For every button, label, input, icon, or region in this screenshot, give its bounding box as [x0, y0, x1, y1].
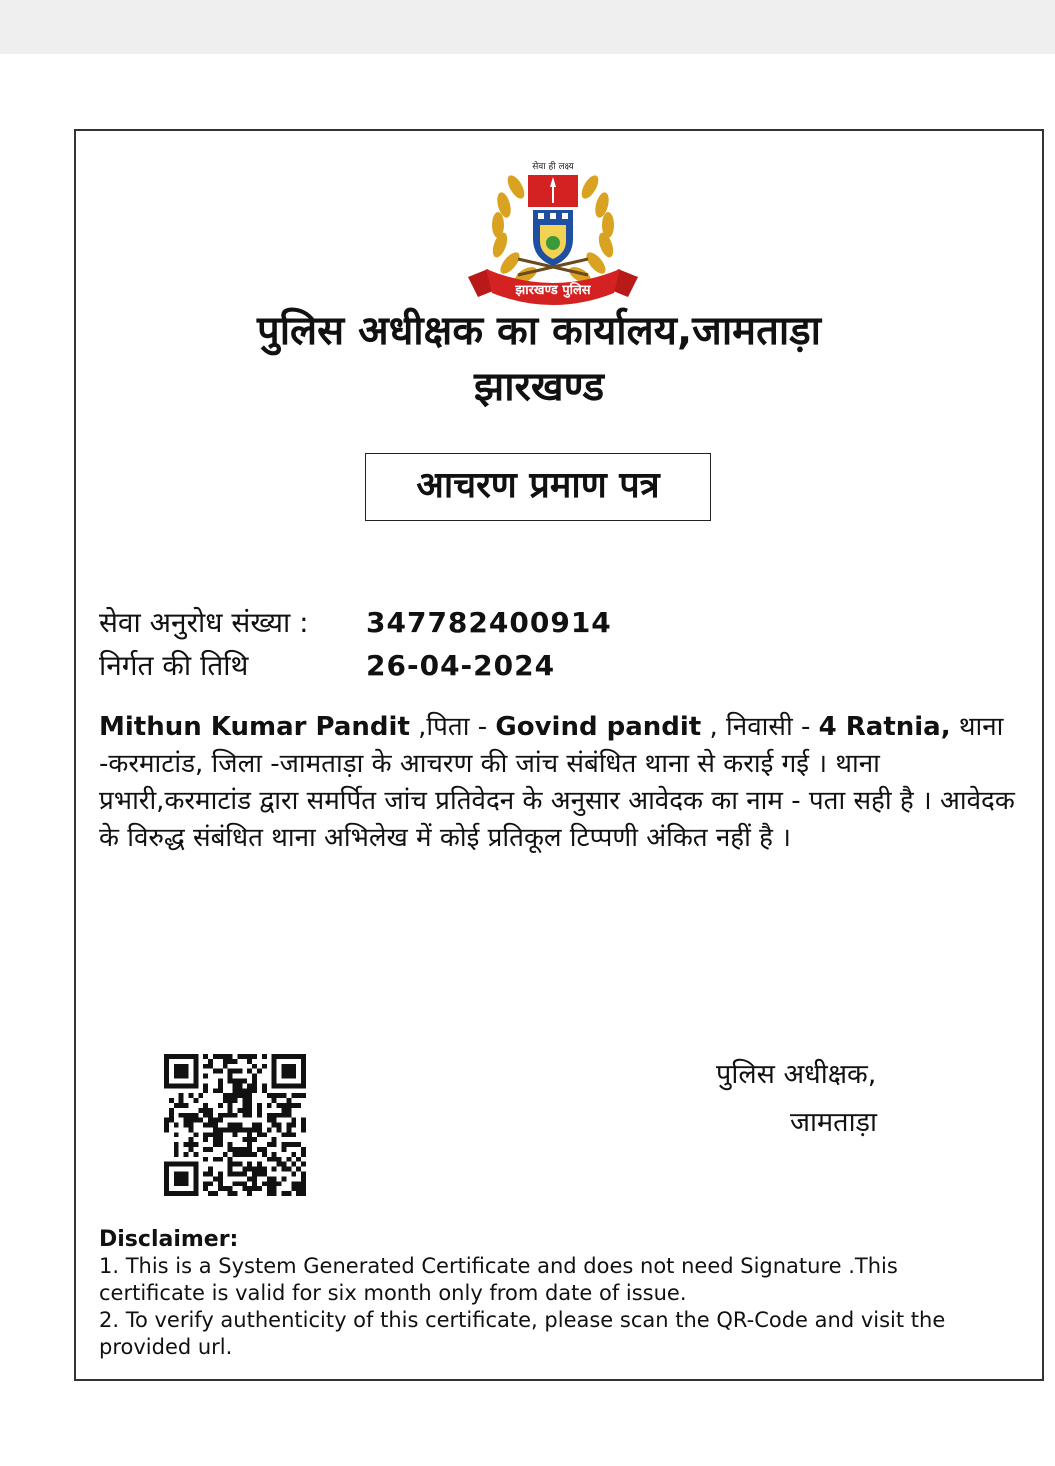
applicant-name: Mithun Kumar Pandit	[99, 712, 410, 742]
service-request-number: 347782400914	[366, 606, 612, 639]
issue-date-value: 26-04-2024	[366, 649, 556, 682]
office-state: झारखण्ड	[473, 364, 605, 410]
body-statement: थाना -करमाटांड, जिला -जामताड़ा के आचरण की जांच संबंधित थाना से कराई गई । थाना प्रभारी,करमाटांड द्वारा समर्पित जांच प्रतिवेदन के अनुसार आवेदक का नाम - पता सही है । आवेदक के विरुद्ध संबंधित थाना अभिलेख में कोई प्रतिकूल टिप्पणी अंकित नहीं है ।	[99, 712, 1015, 853]
certificate-title: आचरण प्रमाण पत्र	[365, 453, 711, 521]
certificate-document	[74, 129, 1044, 1381]
father-name: Govind pandit	[495, 712, 702, 742]
certificate-body	[99, 709, 1019, 857]
jharkhand-police-emblem	[438, 147, 668, 312]
verification-qr-code[interactable]	[164, 1054, 306, 1196]
disclaimer-item-2: 2. To verify authenticity of this certificate, please scan the QR-Code and visit the provided url.	[99, 1308, 946, 1359]
top-bar	[0, 0, 1055, 54]
service-request-label: सेवा अनुरोध संख्या :	[99, 606, 309, 639]
signature-block	[716, 1051, 976, 1147]
signatory-location: जामताड़ा	[790, 1107, 877, 1138]
disclaimer-item-1: 1. This is a System Generated Certificate and does not need Signature .This certificate is valid for six month only from date of issue.	[99, 1254, 898, 1305]
svg-text:झारखण्ड पुलिस: झारखण्ड पुलिस	[515, 283, 591, 298]
disclaimer	[99, 1226, 999, 1361]
disclaimer-title: Disclaimer:	[99, 1227, 239, 1252]
residence-label: , निवासी -	[701, 712, 819, 742]
service-request-row	[99, 603, 612, 643]
residence-value: 4 Ratnia,	[818, 712, 951, 742]
signatory-title: पुलिस अधीक्षक,	[716, 1059, 877, 1090]
issue-date-row	[99, 646, 555, 686]
issue-date-label: निर्गत की तिथि	[99, 649, 249, 682]
svg-text:सेवा ही लक्ष्य: सेवा ही लक्ष्य	[532, 162, 574, 172]
office-title: पुलिस अधीक्षक का कार्यालय,जामताड़ा	[256, 308, 822, 354]
father-label: ,पिता -	[409, 712, 496, 742]
